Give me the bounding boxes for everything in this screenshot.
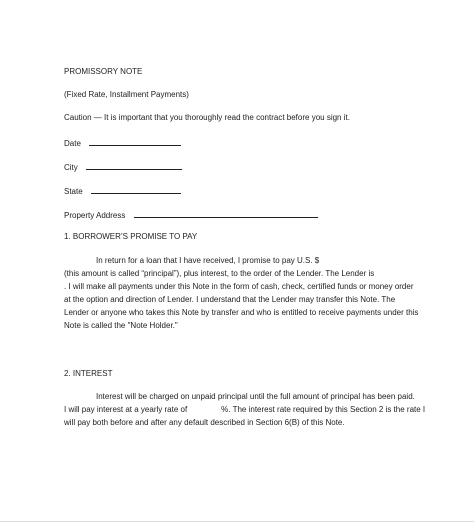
section-2-line-3: will pay both before and after any default described in Section 6(B) of this Note. (64, 418, 345, 427)
document-title: PROMISSORY NOTE (64, 67, 143, 76)
section-1-line-5: Lender or anyone who takes this Note by transfer and who is entitled to receive payments under this (64, 308, 419, 317)
section-1-line-2: (this amount is called “principal”), plus interest, to the order of the Lender. The Lender is (64, 269, 375, 278)
property-address-label: Property Address (64, 211, 126, 220)
date-field (64, 137, 181, 149)
section-1-heading: 1. BORROWER’S PROMISE TO PAY (64, 232, 198, 241)
page-bottom-rule (0, 521, 474, 522)
date-label: Date (64, 139, 81, 148)
date-blank (89, 137, 181, 146)
section-1-line-6: Note is called the "Note Holder." (64, 321, 178, 330)
section-2-line-2: I will pay interest at a yearly rate of %. The interest rate required by this Section 2 is the rate I (64, 405, 426, 414)
section-1-line-4: at the option and direction of Lender. I understand that the Lender may transfer this Note. The (64, 295, 396, 304)
section-1-line-3: . I will make all payments under this Note in the form of cash, check, certified funds or money order (64, 282, 414, 291)
city-blank (86, 161, 182, 170)
section-2-heading: 2. INTEREST (64, 369, 113, 378)
state-field (64, 185, 181, 197)
section-2-line-1: Interest will be charged on unpaid principal until the full amount of principal has been paid. (96, 392, 415, 401)
state-blank (91, 185, 181, 194)
property-address-blank (134, 209, 318, 218)
city-label: City (64, 163, 78, 172)
property-address-field (64, 209, 318, 221)
section-1-line-1: In return for a loan that I have received, I promise to pay U.S. $ (96, 256, 320, 265)
caution-text: Caution — It is important that you thoroughly read the contract before you sign it. (64, 113, 350, 122)
document-subtitle: (Fixed Rate, Installment Payments) (64, 90, 189, 99)
city-field (64, 161, 182, 173)
state-label: State (64, 187, 83, 196)
